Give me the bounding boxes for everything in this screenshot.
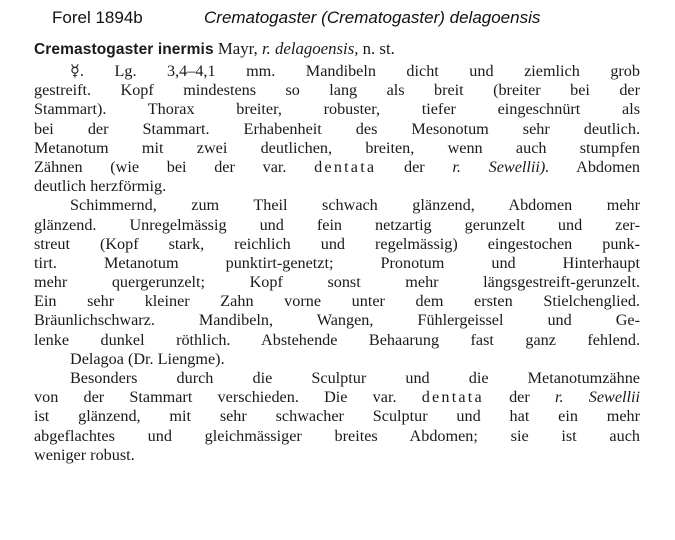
page-header bbox=[0, 6, 675, 30]
text-line: Besonders durch die Sculptur und die Metanotumzähne bbox=[70, 369, 640, 387]
variety-name: dentata bbox=[421, 388, 484, 407]
text-line: ☿. Lg. 3,4–4,1 mm. Mandibeln dicht und ziemlich grob bbox=[70, 62, 640, 80]
text-line: abgeflachtes und gleichmässiger breites Abdomen; sie ist auch bbox=[34, 426, 640, 445]
text-line: Stammart). Thorax breiter, robuster, tiefer eingeschnürt als bbox=[34, 100, 640, 119]
text-line: Metanotum mit zwei deutlichen, breiten, wenn auch stumpfen bbox=[34, 138, 640, 157]
text-line: mehr quergerunzelt; Kopf sonst mehr längsgestreift-gerunzelt. bbox=[34, 273, 640, 292]
text-line: tirt. Metanotum punktirt-genetzt; Pronotum und Hinterhaupt bbox=[34, 253, 640, 272]
text-line: lenke dunkel röthlich. Abstehende Behaarung fast ganz fehlend. bbox=[34, 330, 640, 349]
text-line: Schimmernd, zum Theil schwach glänzend, Abdomen mehr bbox=[70, 196, 640, 215]
text-line: von der Stammart verschieden. Die var. dentata der r. Sewellii bbox=[34, 388, 641, 407]
text-line: Zähnen (wie bei der var. dentata der r. Sewellii). Abdomen bbox=[34, 157, 640, 176]
race-name: r. Sewellii bbox=[554, 388, 641, 407]
text-line: ist glänzend, mit sehr schwacher Sculptur und hat ein mehr bbox=[34, 407, 640, 426]
taxon-title bbox=[34, 36, 640, 62]
race-name: r. Sewellii). bbox=[452, 157, 550, 176]
taxon-label: Crematogaster (Crematogaster) delagoensis bbox=[204, 8, 541, 27]
text-line: streut (Kopf stark, reichlich und regelmässig) eingestochen punk- bbox=[34, 234, 640, 253]
text-line: gestreift. Kopf mindestens so lang als breit (breiter bei der bbox=[34, 81, 640, 100]
text-line: Bräunlichschwarz. Mandibeln, Wangen, Fühlergeissel und Ge- bbox=[34, 311, 640, 330]
document-body bbox=[34, 36, 640, 465]
text-line: glänzend. Unregelmässig und fein netzartig gerunzelt und zer- bbox=[34, 215, 640, 234]
variety-name: dentata bbox=[314, 157, 377, 176]
text-line: Delagoa (Dr. Liengme). bbox=[70, 349, 225, 368]
text-line: weniger robust. bbox=[34, 445, 135, 464]
title-author: Mayr, bbox=[213, 39, 262, 58]
title-genus-species: Cremastogaster inermis bbox=[34, 41, 214, 58]
citation-label: Forel 1894b bbox=[52, 8, 143, 27]
text-line: bei der Stammart. Erhabenheit des Mesonotum sehr deutlich. bbox=[34, 119, 640, 138]
title-status: n. st. bbox=[358, 39, 395, 58]
text-line: Ein sehr kleiner Zahn vorne unter dem ersten Stielchenglied. bbox=[34, 292, 640, 311]
title-rank: r. delagoensis, bbox=[261, 39, 359, 58]
text-line: deutlich herzförmig. bbox=[34, 177, 167, 196]
